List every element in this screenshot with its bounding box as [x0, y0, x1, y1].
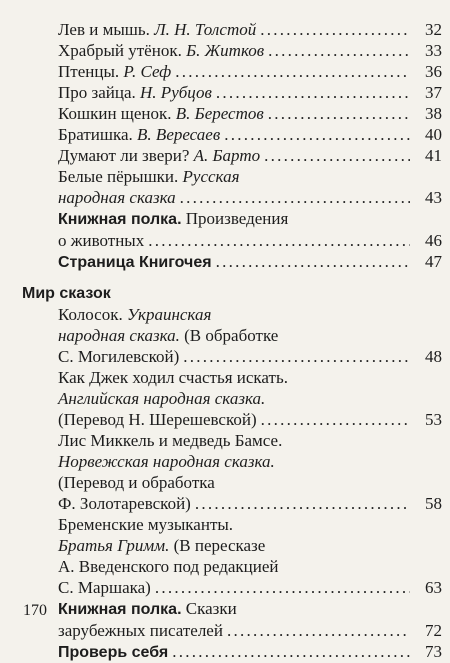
- entry-title: Лис Миккель и медведь Бамсе.: [58, 431, 283, 450]
- dot-leader: [268, 103, 410, 124]
- entry-author: Братья Гримм.: [58, 536, 170, 555]
- entry-title: Белые пёрышки.: [58, 167, 179, 186]
- page-number: 38: [425, 104, 442, 123]
- entry-note: Ф. Золотаревской): [58, 494, 191, 513]
- entry-title: Произведения: [185, 209, 289, 228]
- dot-leader: [224, 124, 410, 145]
- dot-leader: [260, 19, 410, 40]
- entry-title: Храбрый утёнок.: [58, 41, 182, 60]
- entry-bold-title: Книжная полка.: [58, 211, 182, 228]
- entry-author: Английская народная сказка.: [58, 389, 266, 408]
- list-item-kolosok: [58, 304, 442, 367]
- section-title: Мир сказок: [22, 285, 111, 302]
- entry-author: Б. Житков: [186, 41, 265, 60]
- dot-leader: [268, 40, 410, 61]
- list-item-lis-mikkel: [58, 430, 442, 514]
- entries-top: [22, 19, 442, 166]
- entry-bold-title: Страница Книгочея: [58, 254, 212, 271]
- list-item: [58, 124, 442, 145]
- entry-author: В. Вересаев: [137, 125, 221, 144]
- page-number: 46: [425, 231, 442, 250]
- entry-title: Братишка.: [58, 125, 133, 144]
- entry-title: Думают ли звери?: [58, 146, 190, 165]
- list-item: [58, 82, 442, 103]
- dot-leader: [264, 145, 410, 166]
- list-item: [58, 145, 442, 166]
- entry-note: С. Могилевской): [58, 347, 180, 366]
- entry-author: народная сказка.: [58, 326, 180, 345]
- page-number: 72: [425, 621, 442, 640]
- entry-title: зарубежных писателей: [58, 621, 223, 640]
- entry-title: Птенцы.: [58, 62, 120, 81]
- list-item-bookshelf-foreign: [58, 598, 442, 641]
- entry-note: (В пересказе: [173, 536, 266, 555]
- list-item-reader-page: [58, 251, 442, 273]
- table-of-contents: [22, 19, 442, 663]
- entry-note: С. Маршака): [58, 578, 151, 597]
- page-number: 47: [425, 252, 442, 271]
- entry-note: (В обработке: [184, 326, 279, 345]
- entry-note: А. Введенского под редакцией: [58, 557, 279, 576]
- entry-bold-title: Проверь себя: [58, 644, 169, 661]
- dot-leader: [148, 230, 410, 251]
- page-number: 58: [425, 494, 442, 513]
- dot-leader: [227, 620, 410, 641]
- page-number: 36: [425, 62, 442, 81]
- entry-title: Лев и мышь.: [58, 20, 150, 39]
- dot-leader: [261, 409, 410, 430]
- entry-title: Бременские музыканты.: [58, 515, 234, 534]
- entry-note: (Перевод и обработка: [58, 473, 215, 492]
- page-number: 41: [425, 146, 442, 165]
- entry-title: Кошкин щенок.: [58, 104, 172, 123]
- list-item: [58, 103, 442, 124]
- entry-author: Р. Сеф: [123, 62, 172, 81]
- dot-leader: [216, 82, 410, 103]
- list-item-bookshelf-animals: [58, 208, 442, 251]
- entry-author: Русская: [182, 167, 240, 186]
- page-number: 32: [425, 20, 442, 39]
- page-number: 48: [425, 347, 442, 366]
- list-item-check-yourself: [58, 641, 442, 663]
- page-number: 73: [425, 642, 442, 661]
- entry-title: Как Джек ходил счастья искать.: [58, 368, 288, 387]
- footer-page-number: 170: [23, 602, 47, 619]
- list-item-white-feathers: [58, 166, 442, 208]
- list-item-bremen: [58, 514, 442, 598]
- page-number: 33: [425, 41, 442, 60]
- entry-title: Про зайца.: [58, 83, 136, 102]
- entry-author: В. Берестов: [175, 104, 264, 123]
- entry-title: о животных: [58, 231, 145, 250]
- page-number: 53: [425, 410, 442, 429]
- page-number: 40: [425, 125, 442, 144]
- dot-leader: [195, 493, 410, 514]
- list-item-jack: [58, 367, 442, 430]
- page-number: 63: [425, 578, 442, 597]
- list-item: [58, 19, 442, 40]
- list-item: [58, 40, 442, 61]
- entry-author: народная сказка: [58, 188, 176, 207]
- entry-author: Норвежская народная сказка.: [58, 452, 275, 471]
- page-number: 37: [425, 83, 442, 102]
- dot-leader: [155, 577, 410, 598]
- page-number: 43: [425, 188, 442, 207]
- entry-bold-title: Книжная полка.: [58, 601, 182, 618]
- dot-leader: [180, 187, 410, 208]
- dot-leader: [216, 251, 410, 272]
- entry-title: Сказки: [185, 599, 237, 618]
- dot-leader: [175, 61, 410, 82]
- entry-title: Колосок.: [58, 305, 123, 324]
- dot-leader: [172, 641, 410, 662]
- dot-leader: [183, 346, 410, 367]
- entry-author: Л. Н. Толстой: [154, 20, 257, 39]
- entry-author: Н. Рубцов: [140, 83, 212, 102]
- entry-note: (Перевод Н. Шерешевской): [58, 410, 257, 429]
- list-item: [58, 61, 442, 82]
- entry-author: А. Барто: [193, 146, 261, 165]
- entry-author: Украинская: [126, 305, 212, 324]
